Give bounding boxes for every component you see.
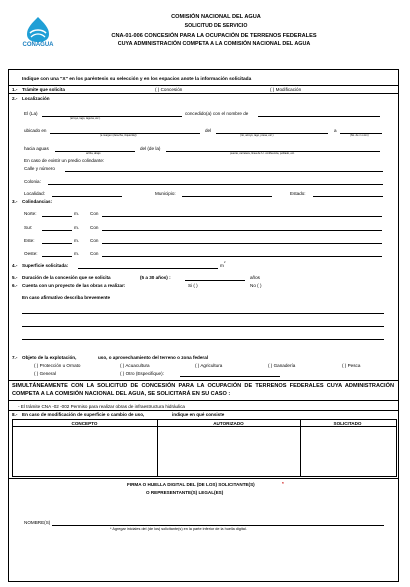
dir-label: Norte: [24,211,37,216]
s5-num: 5.- [12,275,18,280]
s8-label2: indique en qué consiste [172,412,225,417]
dir-label: Sur: [24,225,33,230]
col-concepto: CONCEPTO [71,421,98,426]
dir-label: Oeste: [24,251,38,256]
con-field[interactable] [102,256,382,257]
duracion-field[interactable] [185,280,245,281]
s1-label: Trámite que solicita [22,87,65,92]
estado-field[interactable] [313,196,383,197]
s7-option[interactable]: ( ) General [34,371,56,376]
caption-margen: (a margen (derecha, izquierda)) [100,134,137,137]
s6-label: Cuenta con un proyecto de las obras a realizar: [22,283,126,288]
municipio-label: Municipio: [155,191,176,196]
s7-num: 7.- [12,355,18,360]
col-autorizado: AUTORIZADO [213,421,244,426]
s6-describe: En caso afirmativo describa brevemente [22,295,111,300]
localidad-label: Localidad: [24,191,45,196]
metros-field[interactable] [42,243,72,244]
water-drop-icon [18,15,58,43]
s8-num: 8.- [12,412,18,417]
predio-label: En caso de existir un predio colindante: [24,158,105,163]
form-title: CNA-01-006 CONCESIÓN PARA LA OCUPACIÓN DE TERRENOS FEDERALES [111,33,317,39]
calle-field[interactable] [65,171,383,172]
s1-num: 1.- [12,87,18,92]
ubicado-label: ubicado en [24,128,47,133]
metros-field[interactable] [42,216,72,217]
metros-field[interactable] [42,256,72,257]
instructions-underline [8,85,398,86]
s1-option-modificacion[interactable]: ( ) Modificación [270,87,302,92]
instructions: Indique con una "X" en los paréntesis su selección y en los espacios anote la información solicitada [22,77,252,82]
dir-label: Este: [24,238,35,243]
describe-line[interactable] [22,326,384,327]
s3-label: Colindancias: [22,199,53,204]
modification-table [12,419,397,477]
caption-arroyo: (arroyo, lago, laguna, etc.) [70,117,101,120]
m-label: m. [74,211,80,216]
s4-label: Superficie solicitada: [22,263,69,268]
logo-text: CONAGUA [22,42,54,48]
caption-abajo: arriba, abajo [86,152,101,155]
localidad-field[interactable] [52,196,122,197]
con-label: Con [90,251,99,256]
s5-unit: años [250,275,260,280]
s2-num: 2.- [12,96,18,101]
s6-num: 6.- [12,283,18,288]
s6-si-option[interactable]: Si ( ) [188,283,198,288]
signature-note: * Agregar iniciales del (de los) solicitante(s) en la parte inferior de la huella digital. [110,527,247,531]
divider [8,410,398,411]
s5-range: (5 a 30 años) : [140,275,171,280]
colonia-label: Colonia: [24,179,41,184]
doc-type: SOLICITUD DE SERVICIO [184,23,248,29]
s8-label: En caso de modificación de superficie o cambio de uso, [22,412,145,417]
del-label: del [205,128,212,133]
s7-label2: uso, o aprovechamiento del terreno o zona federal [98,355,209,360]
el-la-label: El (La) [24,111,38,116]
s4-unit: m [220,263,224,268]
divider [8,380,398,381]
s8-tramite: - El trámite CNA -02 -002 Permiso para realizar obras de infraestructura hidráulica [18,404,185,409]
nombre-field[interactable] [258,116,380,117]
s5-label: Duración de la concesión que se solicita [22,275,111,280]
table-col-divider [300,419,301,476]
con-label: Con [90,238,99,243]
nombre-signature-field[interactable] [52,525,384,526]
s1-option-concesion[interactable]: ( ) Concesión [155,87,183,92]
metros-field[interactable] [42,230,72,231]
signature-line2: O REPRESENTANTE(S) LEGAL(ES) [146,490,224,495]
divider [8,93,398,94]
s7-option[interactable]: ( ) Otro (Especifique): [120,371,164,376]
estado-label: Estado: [290,191,306,196]
s7-option[interactable]: ( ) Protección u Ornato [34,363,81,368]
con-field[interactable] [102,243,382,244]
municipio-field[interactable] [182,196,272,197]
s4-num: 4.- [12,263,18,268]
m-label: m. [74,238,80,243]
divider [8,400,398,401]
signature-star: * [282,481,284,486]
a-label: a [334,128,337,133]
del-de-la-label: del (de la) [140,146,161,151]
org-name: COMISIÓN NACIONAL DEL AGUA [171,14,261,20]
superficie-field[interactable] [78,268,218,269]
table-header-line [12,426,396,427]
simultaneamente-note: SIMULTÁNEAMENTE CON LA SOLICITUD DE CONCESIÓN PARA LA OCUPACIÓN DE TERRENOS FEDERALES CUYA ADMINISTRACIÓN COMPETA A LA COMISIÓN NACIONAL DEL AGUA, SE SOLICITARÁ EN SU CASO : [12,383,394,397]
con-label: Con [90,211,99,216]
con-field[interactable] [102,216,382,217]
s7-option[interactable]: ( ) Agricultura [195,363,223,368]
s7-option[interactable]: ( ) Ganadería [268,363,296,368]
hacia-label: hacia aguas [24,146,49,151]
calle-label: Calle y número [24,166,55,171]
s7-label: Objeto de la explotación, [22,355,77,360]
el-la-field[interactable] [42,116,182,117]
describe-line[interactable] [22,339,384,340]
caption-no: (No. de m o km) [350,134,369,137]
form-subtitle: CUYA ADMINISTRACIÓN COMPETA A LA COMISIÓN NACIONAL DEL AGUA [117,41,311,47]
s2-label: Localización [22,96,50,101]
table-col-divider [157,419,158,476]
s6-no-option[interactable]: No ( ) [250,283,262,288]
nombre-label: NOMBRE(S) [24,520,51,525]
describe-line[interactable] [22,313,384,314]
caption-rio: (río, arroyo, lago, presa, etc.) [240,134,274,137]
m-label: m. [74,251,80,256]
concedido-label: concedido(a) con el nombre de [185,111,249,116]
s3-num: 3.- [12,199,18,204]
con-label: Con [90,225,99,230]
s7-option[interactable]: ( ) Acuacultura [120,363,150,368]
s4-unit-sup: 2 [224,261,226,264]
signature-line1: FIRMA O HUELLA DIGITAL DEL (DE LOS) SOLICITANTE(S) [127,482,255,487]
con-field[interactable] [102,230,382,231]
colonia-field[interactable] [48,184,383,185]
col-solicitado: SOLICITADO [333,421,362,426]
s7-option[interactable]: ( ) Pesca [342,363,361,368]
otro-field[interactable] [180,376,280,377]
caption-puente: puente, carretera, línea de f.c. confluencia, poblado, etc. [230,152,295,155]
conagua-logo [18,15,58,51]
m-label: m. [74,225,80,230]
divider [8,478,398,479]
